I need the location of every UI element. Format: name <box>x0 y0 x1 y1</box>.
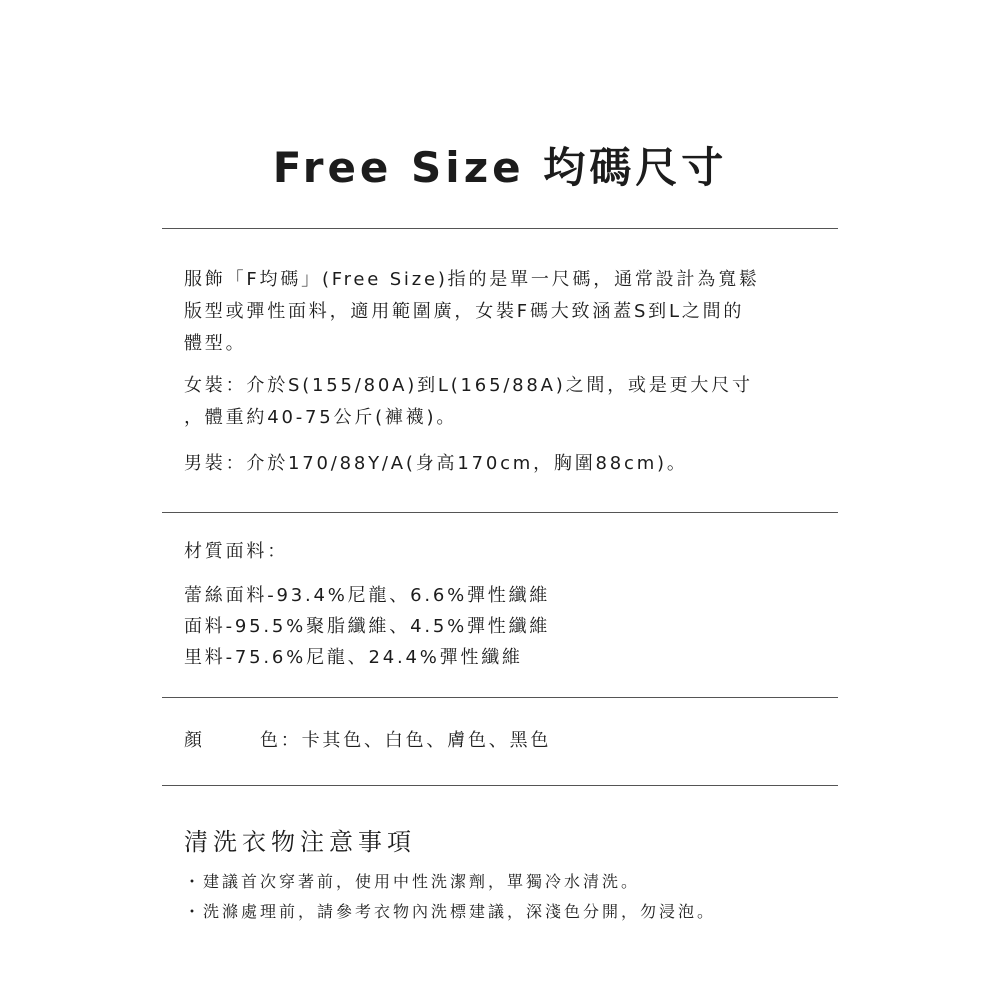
men-size-line: 男裝：介於170/88Y/A(身高170cm，胸圍88cm)。 <box>184 453 688 474</box>
material-heading: 材質面料： <box>184 541 288 562</box>
material-item: 面料-95.5%聚脂纖維、4.5%彈性纖維 <box>184 616 551 637</box>
intro-line: 體型。 <box>184 333 247 354</box>
material-item: 蕾絲面料-93.4%尼龍、6.6%彈性纖維 <box>184 585 551 606</box>
women-size-line: 女裝：介於S(155/80A)到L(165/88A)之間，或是更大尺寸 <box>184 375 753 396</box>
page-title: Free Size 均碼尺寸 <box>272 143 728 192</box>
divider-top <box>162 228 838 229</box>
divider-color <box>162 697 838 698</box>
care-item: ・洗滌處理前，請參考衣物內洗標建議，深淺色分開，勿浸泡。 <box>184 902 717 921</box>
color-value: 卡其色、白色、膚色、黑色 <box>301 730 552 751</box>
intro-line: 版型或彈性面料，適用範圍廣，女裝F碼大致涵蓋S到L之間的 <box>184 301 745 322</box>
divider-care <box>162 785 838 786</box>
care-heading: 清洗衣物注意事項 <box>184 828 416 856</box>
women-size-line: ，體重約40-75公斤(褲襪)。 <box>184 407 458 428</box>
care-item: ・建議首次穿著前，使用中性洗潔劑，單獨冷水清洗。 <box>184 872 641 891</box>
color-label-first: 顏 <box>184 730 205 751</box>
material-item: 里料-75.6%尼龍、24.4%彈性纖維 <box>184 647 523 668</box>
intro-line: 服飾「F均碼」(Free Size)指的是單一尺碼，通常設計為寬鬆 <box>184 269 760 290</box>
color-row <box>184 727 551 755</box>
divider-material <box>162 512 838 513</box>
color-label-second: 色： <box>260 730 302 751</box>
